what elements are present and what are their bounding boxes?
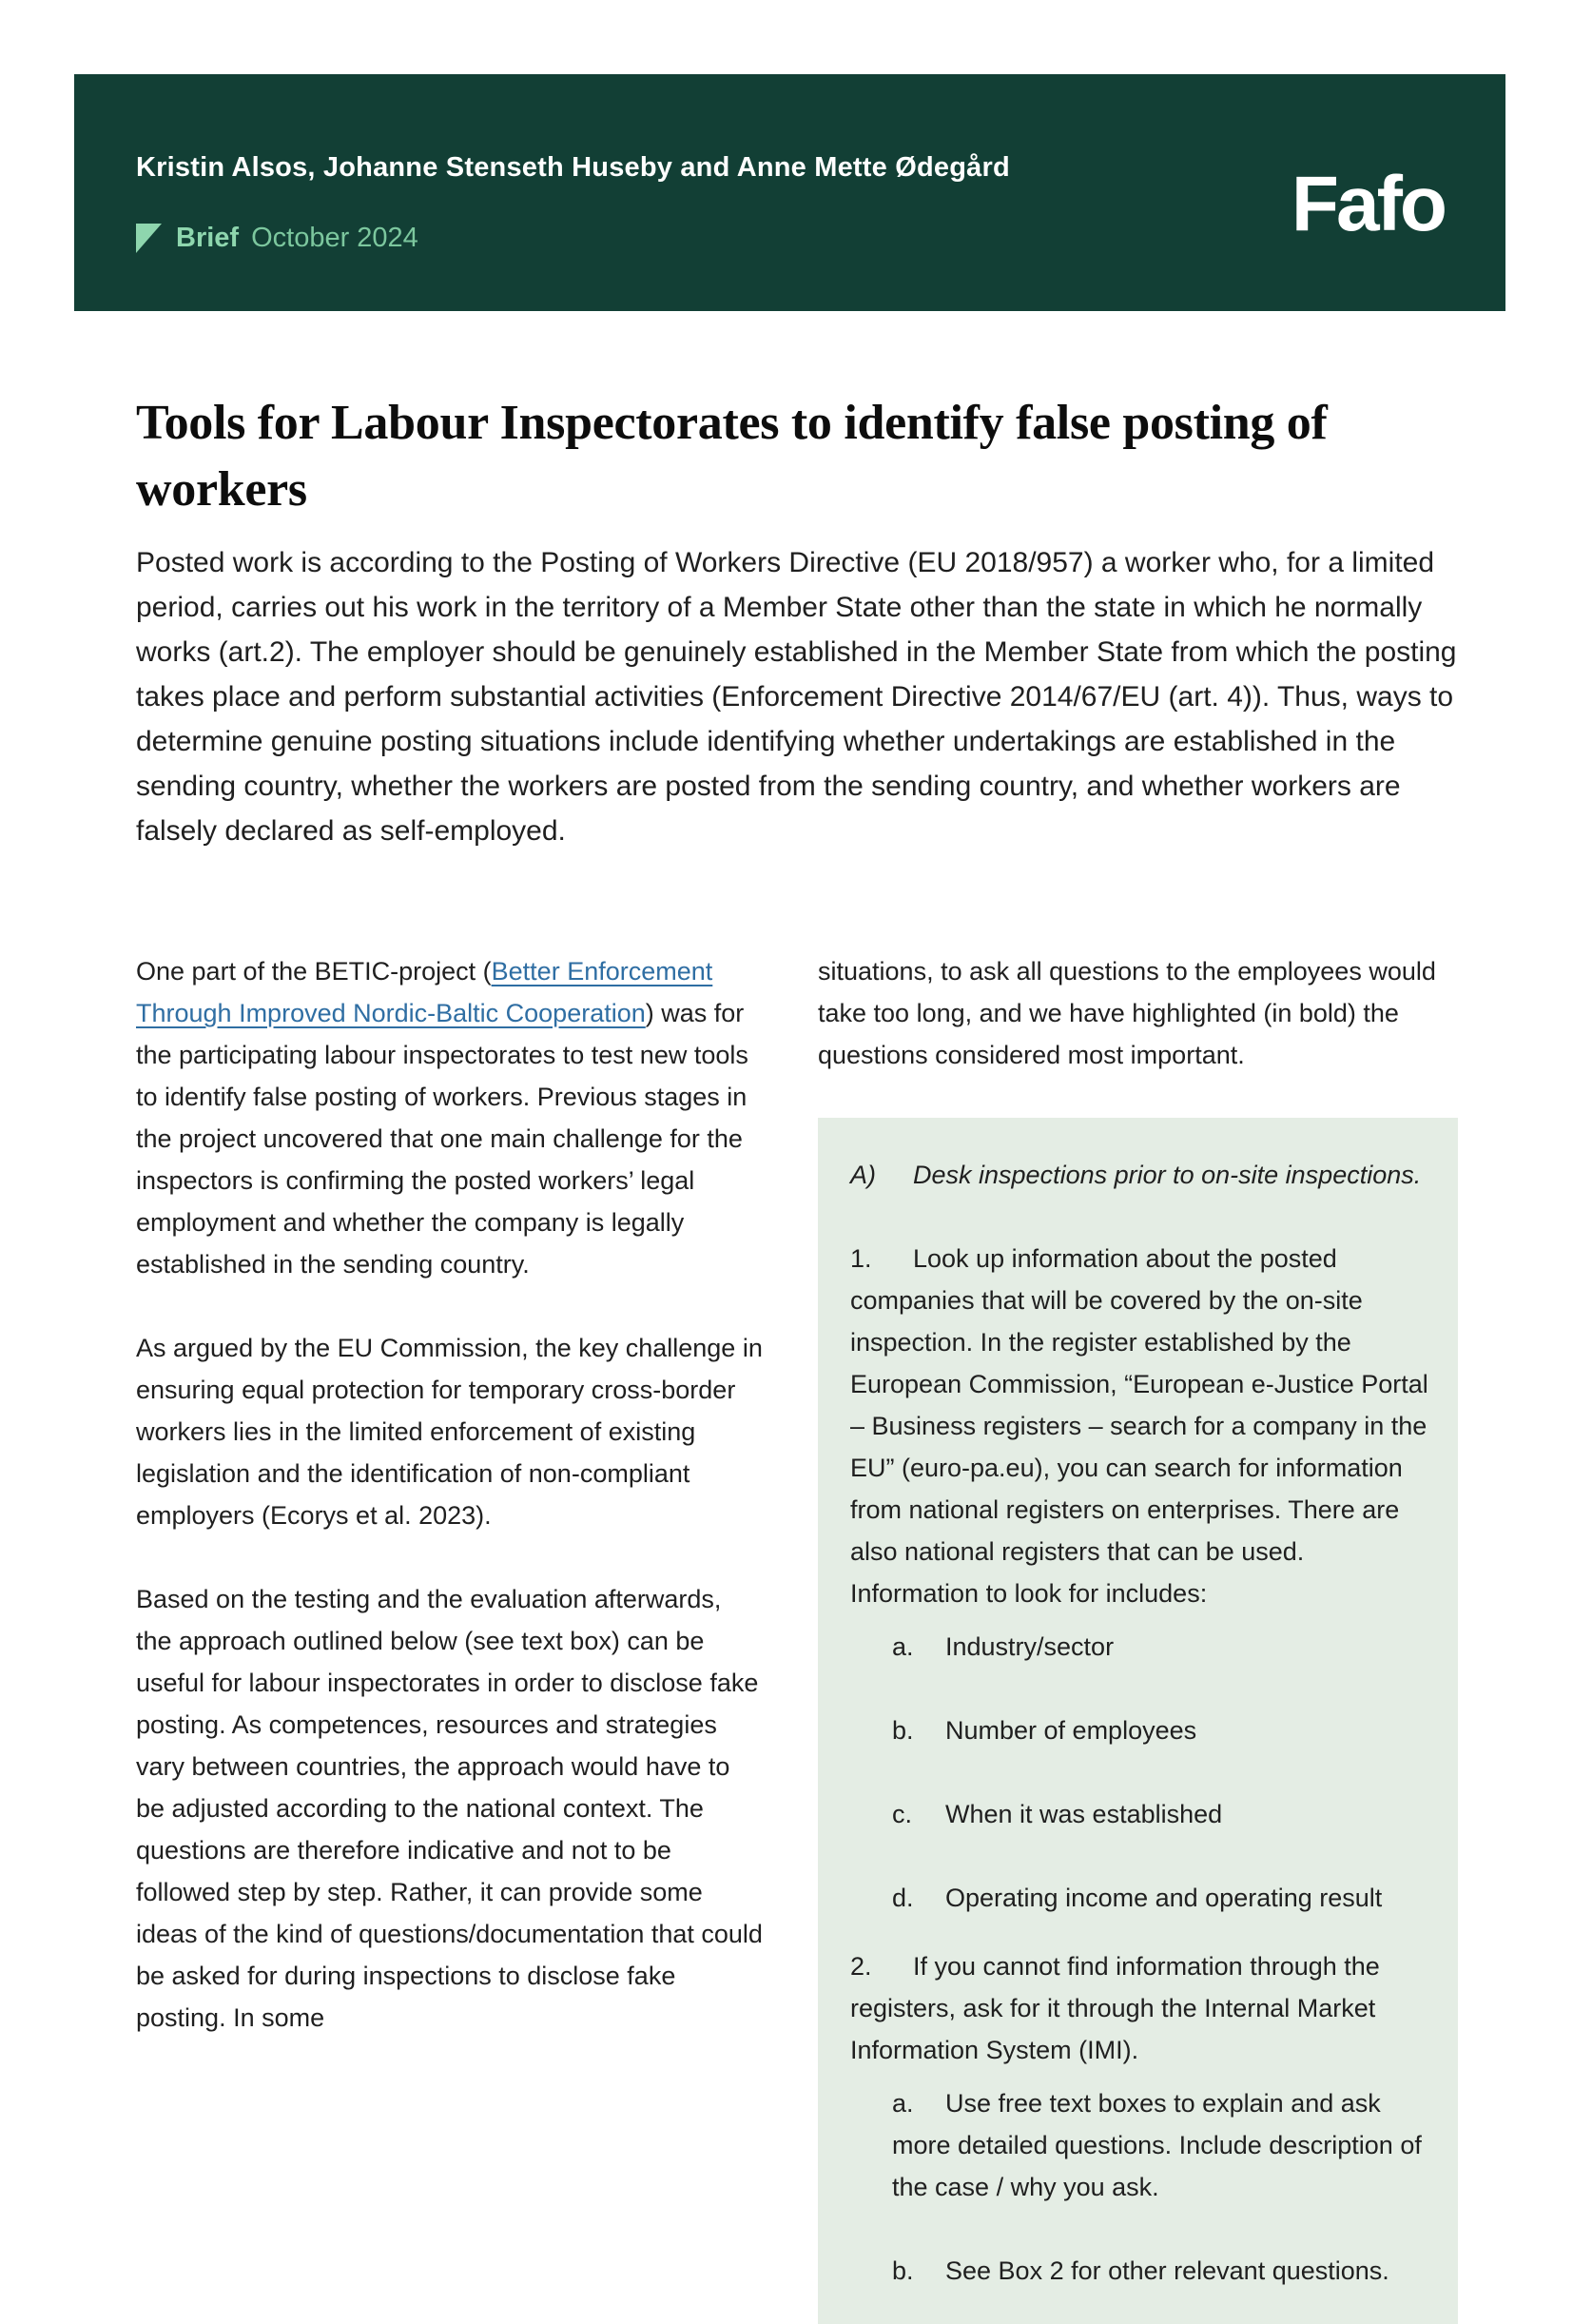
brief-label: Brief <box>176 223 240 253</box>
sub-item <box>892 1709 1431 1751</box>
box-item-2 <box>850 1945 1431 2292</box>
right-column <box>818 950 1458 2324</box>
page-title: Tools for Labour Inspectorates to identify false posting of workers <box>136 396 1328 517</box>
sub-item <box>892 2250 1431 2292</box>
publication-date: October 2024 <box>251 223 418 253</box>
left-paragraph-2: As argued by the EU Commission, the key challenge in ensuring equal protection for temporary cross-border workers lies in the limited enforcement of existing legislation and the identification of non-compliant employers (Ecorys et al. 2023). <box>136 1334 763 1530</box>
sub-item-text: Operating income and operating result <box>945 1884 1383 1912</box>
left-paragraph-1 <box>136 950 764 1285</box>
desk-inspections-box <box>818 1118 1458 2324</box>
sub-item-marker: a. <box>892 1632 914 1661</box>
sub-item-text: See Box 2 for other relevant questions. <box>945 2256 1389 2285</box>
sub-item-marker: b. <box>892 2256 914 2285</box>
sub-item <box>892 2082 1431 2208</box>
sub-item <box>892 1626 1431 1668</box>
box-item-2-text <box>850 1945 1431 2071</box>
brief-flag-icon <box>136 224 162 253</box>
box-item-2-body: If you cannot find information through the registers, ask for it through the Internal Market Information System (IMI). <box>850 1952 1380 2064</box>
box-item-1 <box>850 1238 1431 1919</box>
box-item-1-text <box>850 1238 1431 1614</box>
left-paragraph-3: Based on the testing and the evaluation afterwards, the approach outlined below (see text box) can be useful for labour inspectorates in order to disclose fake posting. As competences, resources and strategies vary between countries, the approach would have to be adjusted according to the national context. The questions are therefore indicative and not to be followed step by step. Rather, it can provide some ideas of the kind of questions/documentation that could be asked for during inspections to disclose fake posting. In some <box>136 1585 763 2032</box>
intro-paragraph: Posted work is according to the Posting of Workers Directive (EU 2018/957) a worker who, for a limited period, carries out his work in the territory of a Member State other than the state in which he normally works (art.2). The employer should be genuinely established in the Member State from which the posting takes place and perform substantial activities (Enforcement Directive 2014/67/EU (art. 4)). Thus, ways to determine genuine posting situations include identifying whether undertakings are established in the sending country, whether the workers are posted from the sending country, and whether workers are falsely declared as self-employed. <box>136 547 1457 847</box>
sub-item-text: When it was established <box>945 1800 1223 1828</box>
sub-item-text: Industry/sector <box>945 1632 1115 1661</box>
authors: Kristin Alsos, Johanne Stenseth Huseby and Anne Mette Ødegård <box>136 152 1010 183</box>
box-item-2-sublist <box>892 2082 1431 2292</box>
box-item-1-sublist <box>892 1626 1431 1919</box>
sub-item <box>892 1877 1431 1919</box>
right-paragraph-1: situations, to ask all questions to the employees would take too long, and we have highlighted (in bold) the questions considered most important. <box>818 957 1436 1069</box>
sub-item-text: Use free text boxes to explain and ask more detailed questions. Include description of the case / why you ask. <box>892 2089 1422 2201</box>
brief-row <box>136 223 418 254</box>
box-item-1-body: Look up information about the posted companies that will be covered by the on-site inspection. In the register established by the European Commission, “European e-Justice Portal – Business registers – search for a company in the EU” (euro-pa.eu), you can search for information from national registers on enterprises. There are also national registers that can be used. Information to look for includes: <box>850 1244 1428 1608</box>
box-heading <box>850 1154 1431 1196</box>
paragraph-text: ) was for the participating labour inspectorates to test new tools to identify false posting of workers. Previous stages in the project uncovered that one main challenge for the inspectors is confirming the posted workers’ legal employment and whether the company is legally established in the sending country. <box>136 999 748 1279</box>
box-heading-text: Desk inspections prior to on-site inspections. <box>913 1161 1422 1189</box>
sub-item-marker: a. <box>892 2089 914 2118</box>
betic-project-link[interactable]: Better Enforcement Through Improved Nordic-Baltic Cooperation <box>136 957 713 1027</box>
sub-item-text: Number of employees <box>945 1716 1197 1745</box>
box-item-2-marker: 2. <box>850 1952 872 1981</box>
sub-item <box>892 1793 1431 1835</box>
sub-item-marker: c. <box>892 1800 913 1828</box>
paragraph-text: One part of the BETIC-project ( <box>136 957 492 986</box>
header-banner <box>74 74 1505 311</box>
box-heading-marker: A) <box>850 1161 876 1189</box>
sub-item-marker: b. <box>892 1716 914 1745</box>
box-item-1-marker: 1. <box>850 1244 872 1273</box>
sub-item-marker: d. <box>892 1884 914 1912</box>
article-body <box>136 311 1458 2324</box>
two-column-layout <box>136 950 1458 2324</box>
fafo-logo: Fafo <box>1291 161 1445 247</box>
left-column <box>136 950 764 2039</box>
